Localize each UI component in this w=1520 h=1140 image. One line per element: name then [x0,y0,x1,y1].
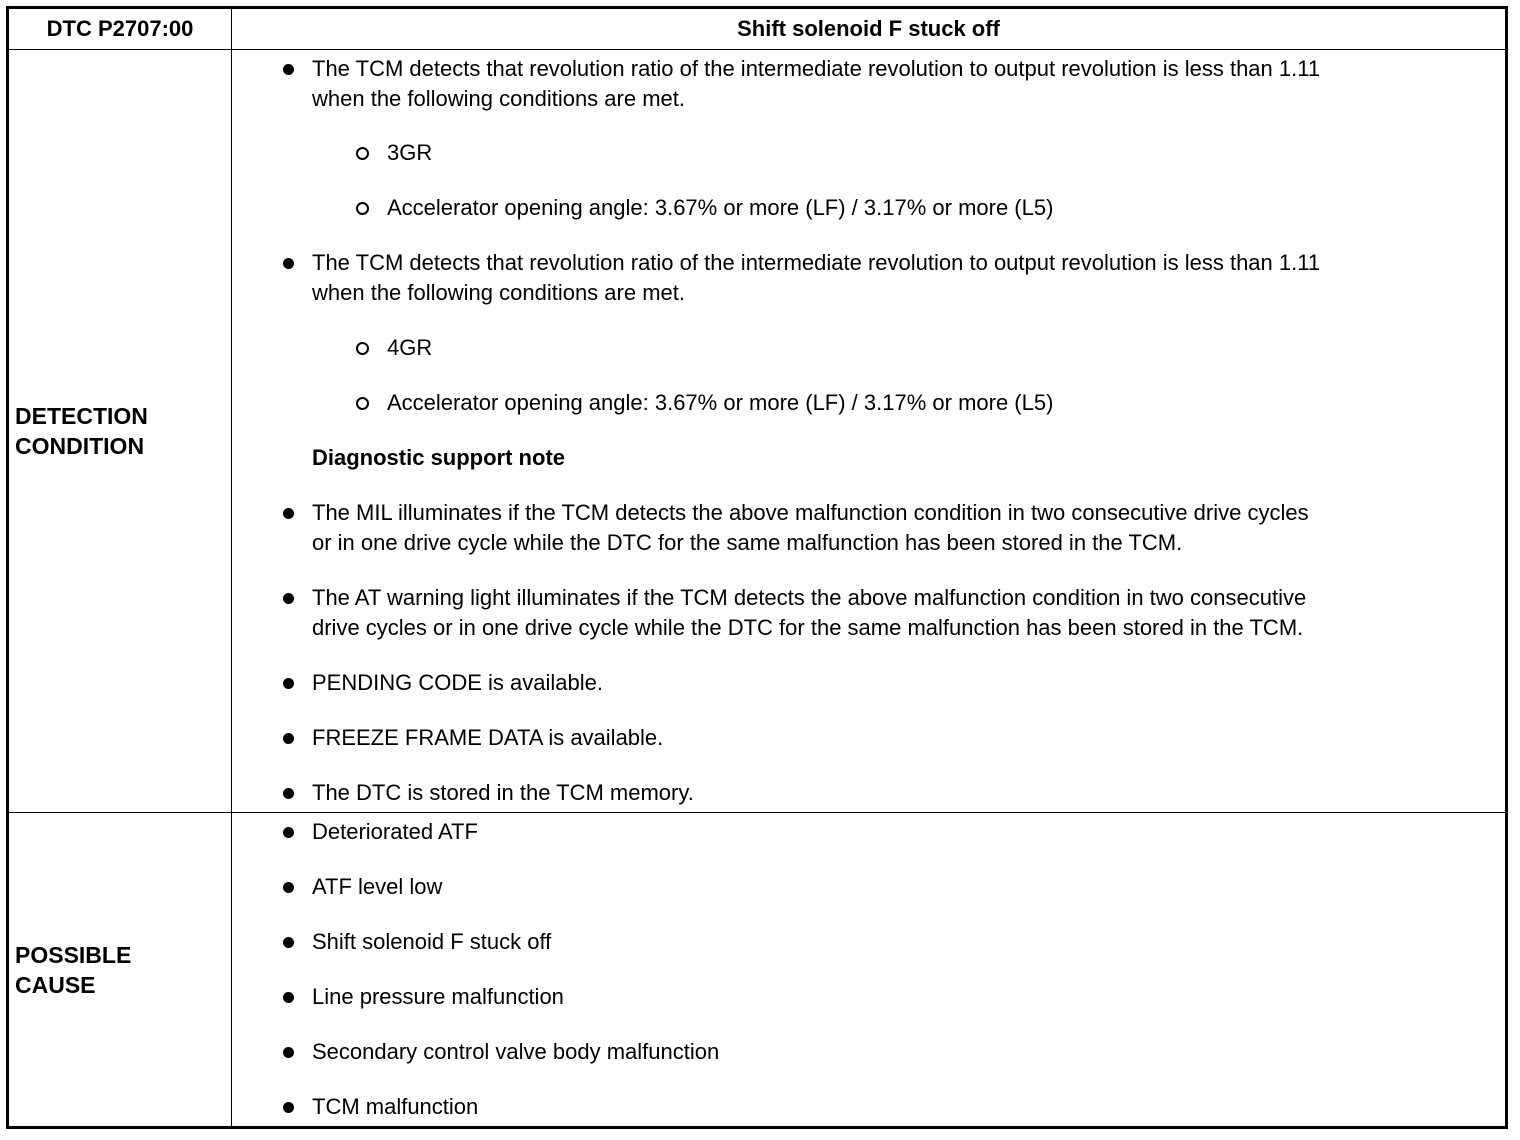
header-row [8,8,1507,50]
detection-item-1-sub-2-text: Accelerator opening angle: 3.67% or more (LF) / 3.17% or more (L5) [387,195,1054,220]
cause-item-text: ATF level low [312,874,443,899]
note-item-1-line1: The MIL illuminates if the TCM detects the above malfunction condition in two consecutive drive cycles [312,500,1309,525]
sub-bullet-icon [356,147,369,160]
note-item-2 [232,583,1505,643]
detection-label-line1: DETECTION [15,403,148,429]
detection-item-2-sub-1 [232,333,1505,363]
bullet-icon [283,508,294,519]
dtc-title: Shift solenoid F stuck off [232,8,1507,50]
note-item-5-text: The DTC is stored in the TCM memory. [312,780,694,805]
detection-item-1 [232,54,1505,114]
detection-item-1-sub-2 [232,193,1505,223]
cause-item-text: Secondary control valve body malfunction [312,1039,720,1064]
note-item-3-text: PENDING CODE is available. [312,670,603,695]
note-item-1 [232,498,1505,558]
bullet-icon [283,258,294,269]
cause-item-text: Line pressure malfunction [312,984,564,1009]
sub-bullet-icon [356,202,369,215]
detection-list [232,54,1505,418]
cause-item [232,982,1505,1012]
cause-item-text: Shift solenoid F stuck off [312,929,552,954]
bullet-icon [283,1102,294,1113]
detection-item-2-line1: The TCM detects that revolution ratio of the intermediate revolution to output revolution is less than 1.11 [312,250,1321,275]
bullet-icon [283,882,294,893]
detection-label [8,50,232,813]
cause-item [232,817,1505,847]
detection-label-line2: CONDITION [15,433,145,459]
detection-content [232,50,1507,813]
bullet-icon [283,788,294,799]
detection-item-1-line2: when the following conditions are met. [312,86,685,111]
detection-item-1-sub-1 [232,138,1505,168]
dtc-code: DTC P2707:00 [8,8,232,50]
note-item-4 [232,723,1505,753]
bullet-icon [283,937,294,948]
cause-list [232,817,1505,1122]
bullet-icon [283,64,294,75]
note-item-2-line1: The AT warning light illuminates if the TCM detects the above malfunction condition in two consecutive [312,585,1307,610]
cause-item [232,1092,1505,1122]
cause-label [8,813,232,1128]
diagnostic-note-title: Diagnostic support note [312,445,565,470]
detection-item-2-line2: when the following conditions are met. [312,280,685,305]
bullet-icon [283,1047,294,1058]
diagnostic-note-list [232,498,1505,808]
note-item-2-line2: drive cycles or in one drive cycle while the DTC for the same malfunction has been stored in the TCM. [312,615,1304,640]
bullet-icon [283,678,294,689]
cause-label-line1: POSSIBLE [15,941,132,968]
cause-item-text: TCM malfunction [312,1094,479,1119]
bullet-icon [283,992,294,1003]
sub-bullet-icon [356,342,369,355]
bullet-icon [283,593,294,604]
detection-item-2-sub-2 [232,388,1505,418]
detection-item-2-sub-2-text: Accelerator opening angle: 3.67% or more (LF) / 3.17% or more (L5) [387,390,1054,415]
cause-content [232,813,1507,1128]
bullet-icon [283,827,294,838]
note-item-5 [232,778,1505,808]
cause-item [232,927,1505,957]
detection-item-2 [232,248,1505,308]
note-item-3 [232,668,1505,698]
cause-row [8,813,1507,1128]
detection-row [8,50,1507,813]
note-item-4-text: FREEZE FRAME DATA is available. [312,725,664,750]
detection-item-1-sub-1-text: 3GR [387,140,433,165]
note-item-1-line2: or in one drive cycle while the DTC for the same malfunction has been stored in the TCM. [312,530,1183,555]
cause-item-text: Deteriorated ATF [312,819,478,844]
dtc-table [6,6,1508,1129]
detection-item-1-line1: The TCM detects that revolution ratio of the intermediate revolution to output revolution is less than 1.11 [312,56,1321,81]
detection-item-2-sub-1-text: 4GR [387,335,433,360]
bullet-icon [283,733,294,744]
sub-bullet-icon [356,397,369,410]
cause-label-line2: CAUSE [15,971,96,998]
cause-item [232,1037,1505,1067]
cause-item [232,872,1505,902]
